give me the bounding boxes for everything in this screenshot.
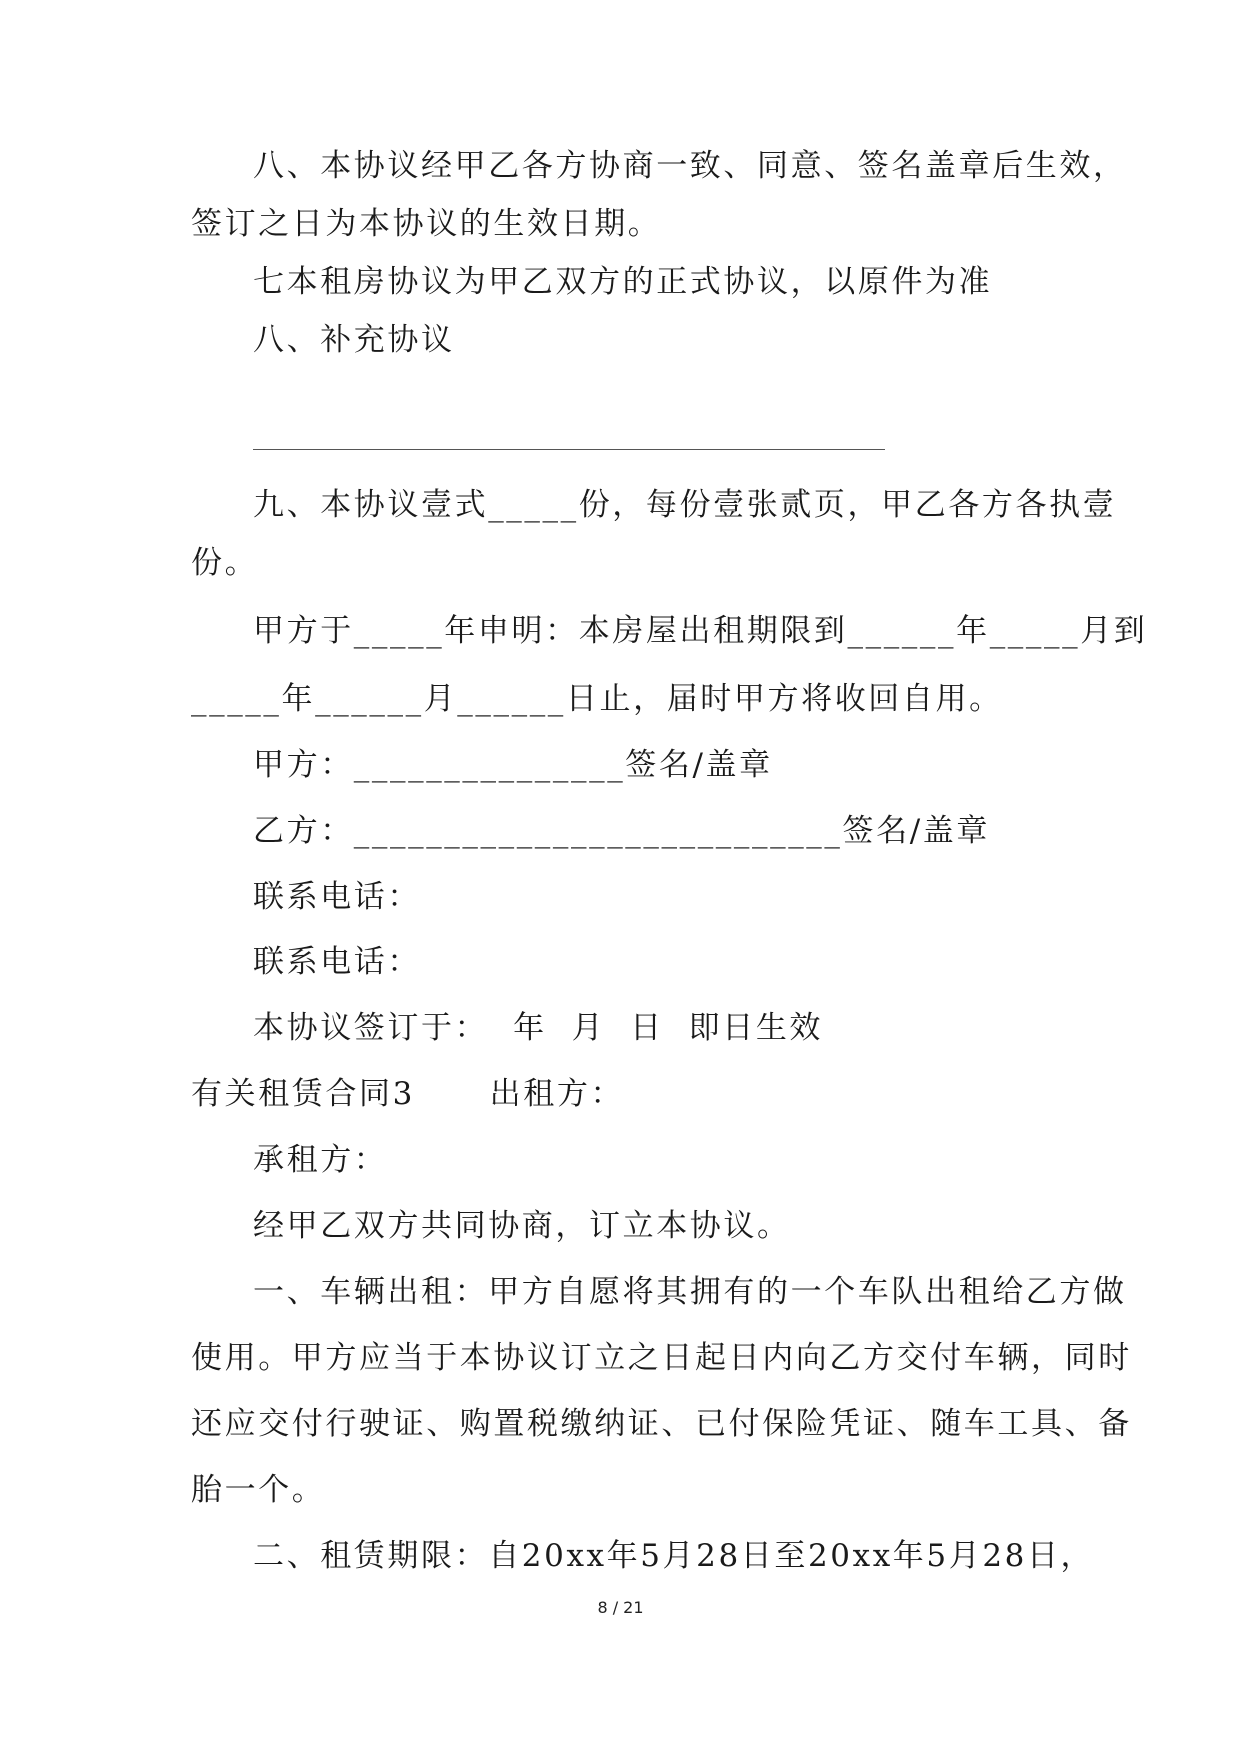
text-line: 份。	[191, 545, 259, 581]
text-line: 甲方于_____年申明：本房屋出租期限到______年_____月到	[253, 613, 1148, 649]
text-line: 签订之日为本协议的生效日期。	[191, 206, 662, 242]
text-line: 八、补充协议	[253, 322, 455, 358]
text-line: 经甲乙双方共同协商，订立本协议。	[253, 1208, 791, 1244]
signature-line-party-a: 甲方：_______________签名/盖章	[253, 747, 773, 783]
contact-phone-label: 联系电话：	[253, 944, 421, 980]
text-line: 一、车辆出租：甲方自愿将其拥有的一个车队出租给乙方做	[253, 1274, 1127, 1310]
text-line: 二、租赁期限：自20xx年5月28日至20xx年5月28日，	[253, 1538, 1095, 1574]
text-line: 八、本协议经甲乙各方协商一致、同意、签名盖章后生效，	[253, 148, 1127, 184]
text-line: 七本租房协议为甲乙双方的正式协议，以原件为准	[253, 264, 993, 300]
page-number: 8 / 21	[597, 1598, 644, 1617]
supplement-blank-line	[253, 449, 885, 450]
section-heading: 有关租赁合同3 出租方：	[191, 1076, 625, 1112]
signing-date-line: 本协议签订于： 年 月 日 即日生效	[253, 1010, 824, 1046]
text-line: 还应交付行驶证、购置税缴纳证、已付保险凭证、随车工具、备	[191, 1406, 1132, 1442]
lessee-label: 承租方：	[253, 1142, 388, 1178]
signature-line-party-b: 乙方：___________________________签名/盖章	[253, 813, 990, 849]
text-line: 胎一个。	[191, 1472, 326, 1508]
contact-phone-label: 联系电话：	[253, 879, 421, 915]
text-line: 九、本协议壹式_____份，每份壹张贰页，甲乙各方各执壹	[253, 487, 1117, 523]
text-line: 使用。甲方应当于本协议订立之日起日内向乙方交付车辆，同时	[191, 1340, 1132, 1376]
text-line: _____年______月______日止，届时甲方将收回自用。	[191, 681, 1003, 717]
